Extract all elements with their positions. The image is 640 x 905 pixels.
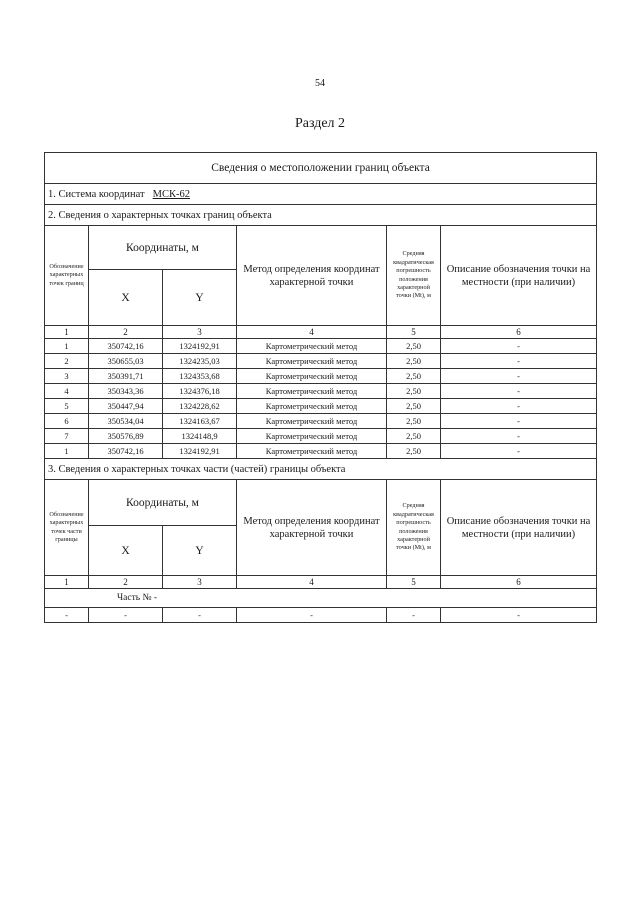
cell-accuracy: 2,50 <box>387 369 441 384</box>
s3-header-y: Y <box>163 526 237 576</box>
cell-method: Картометрический метод <box>237 429 387 444</box>
s2-header-description: Описание обозначения точки на местности (при наличии) <box>441 226 597 326</box>
s3-header-point: Обозначение характерных точек части границы <box>45 480 89 576</box>
cell-accuracy: 2,50 <box>387 339 441 354</box>
s2-column-numbers <box>45 326 597 339</box>
table-row <box>45 608 597 623</box>
table-row <box>45 444 597 459</box>
cell-y: 1324228,62 <box>163 399 237 414</box>
boundary-table <box>44 152 597 623</box>
s2-header-y: Y <box>163 270 237 326</box>
cell-y: 1324148,9 <box>163 429 237 444</box>
cell-x: 350655,03 <box>89 354 163 369</box>
cell-y: 1324163,67 <box>163 414 237 429</box>
cell-description: - <box>441 369 597 384</box>
cell-description: - <box>441 608 597 623</box>
s3-header-accuracy: Средняя квадратическая погрешность положения характерной точки (Mt), м <box>387 480 441 576</box>
col-number: 2 <box>89 326 163 339</box>
cell-description: - <box>441 339 597 354</box>
section2-label: 2. Сведения о характерных точках границ объекта <box>45 205 597 226</box>
cell-x: 350447,94 <box>89 399 163 414</box>
cell-x: 350576,89 <box>89 429 163 444</box>
cell-description: - <box>441 444 597 459</box>
cell-y: 1324376,18 <box>163 384 237 399</box>
cell-accuracy: 2,50 <box>387 414 441 429</box>
cell-point: 5 <box>45 399 89 414</box>
cell-x: - <box>89 608 163 623</box>
col-number: 4 <box>237 326 387 339</box>
cell-y: - <box>163 608 237 623</box>
table-row <box>45 429 597 444</box>
cell-y: 1324192,91 <box>163 444 237 459</box>
col-number: 1 <box>45 576 89 589</box>
cell-accuracy: 2,50 <box>387 429 441 444</box>
col-number: 3 <box>163 576 237 589</box>
cell-accuracy: 2,50 <box>387 444 441 459</box>
cell-point: 1 <box>45 339 89 354</box>
cell-method: Картометрический метод <box>237 414 387 429</box>
col-number: 6 <box>441 576 597 589</box>
cell-method: - <box>237 608 387 623</box>
table-row <box>45 354 597 369</box>
cell-accuracy: - <box>387 608 441 623</box>
table-row <box>45 369 597 384</box>
cell-method: Картометрический метод <box>237 384 387 399</box>
s3-header-method: Метод определения координат характерной точки <box>237 480 387 576</box>
cell-description: - <box>441 414 597 429</box>
col-number: 3 <box>163 326 237 339</box>
table-row <box>45 399 597 414</box>
s3-column-numbers <box>45 576 597 589</box>
cell-y: 1324235,03 <box>163 354 237 369</box>
col-number: 1 <box>45 326 89 339</box>
cell-x: 350742,16 <box>89 444 163 459</box>
s2-header-coords: Координаты, м <box>89 226 237 270</box>
col-number: 4 <box>237 576 387 589</box>
cell-description: - <box>441 354 597 369</box>
page-number: 54 <box>315 78 325 89</box>
cell-y: 1324192,91 <box>163 339 237 354</box>
cell-x: 350534,04 <box>89 414 163 429</box>
cell-x: 350742,16 <box>89 339 163 354</box>
table-row <box>45 339 597 354</box>
table-row <box>45 384 597 399</box>
cell-x: 350391,71 <box>89 369 163 384</box>
s2-header-x: X <box>89 270 163 326</box>
cell-method: Картометрический метод <box>237 444 387 459</box>
cell-point: 4 <box>45 384 89 399</box>
cell-method: Картометрический метод <box>237 339 387 354</box>
coordinate-system-label: 1. Система координат <box>48 188 145 200</box>
s3-header-coords: Координаты, м <box>89 480 237 526</box>
s3-header-x: X <box>89 526 163 576</box>
cell-description: - <box>441 399 597 414</box>
cell-accuracy: 2,50 <box>387 384 441 399</box>
coordinate-system-value: МСК-62 <box>152 188 190 200</box>
cell-accuracy: 2,50 <box>387 354 441 369</box>
cell-method: Картометрический метод <box>237 399 387 414</box>
cell-y: 1324353,68 <box>163 369 237 384</box>
s2-header-accuracy: Средняя квадратическая погрешность положения характерной точки (Mt), м <box>387 226 441 326</box>
s2-header-method: Метод определения координат характерной точки <box>237 226 387 326</box>
table-title: Сведения о местоположении границ объекта <box>45 153 597 184</box>
cell-x: 350343,36 <box>89 384 163 399</box>
part-label: Часть № - <box>45 589 597 608</box>
cell-point: 7 <box>45 429 89 444</box>
col-number: 5 <box>387 326 441 339</box>
col-number: 5 <box>387 576 441 589</box>
s3-header-description: Описание обозначения точки на местности (при наличии) <box>441 480 597 576</box>
s2-header-point: Обозначение характерных точек границ <box>45 226 89 326</box>
cell-description: - <box>441 384 597 399</box>
coordinate-system-row <box>45 184 597 205</box>
col-number: 6 <box>441 326 597 339</box>
table-row <box>45 414 597 429</box>
col-number: 2 <box>89 576 163 589</box>
cell-method: Картометрический метод <box>237 354 387 369</box>
section3-label: 3. Сведения о характерных точках части (частей) границы объекта <box>45 459 597 480</box>
cell-point: 3 <box>45 369 89 384</box>
cell-point: 6 <box>45 414 89 429</box>
cell-accuracy: 2,50 <box>387 399 441 414</box>
cell-point: 1 <box>45 444 89 459</box>
cell-point: - <box>45 608 89 623</box>
cell-method: Картометрический метод <box>237 369 387 384</box>
cell-point: 2 <box>45 354 89 369</box>
section-title: Раздел 2 <box>294 116 346 131</box>
cell-description: - <box>441 429 597 444</box>
